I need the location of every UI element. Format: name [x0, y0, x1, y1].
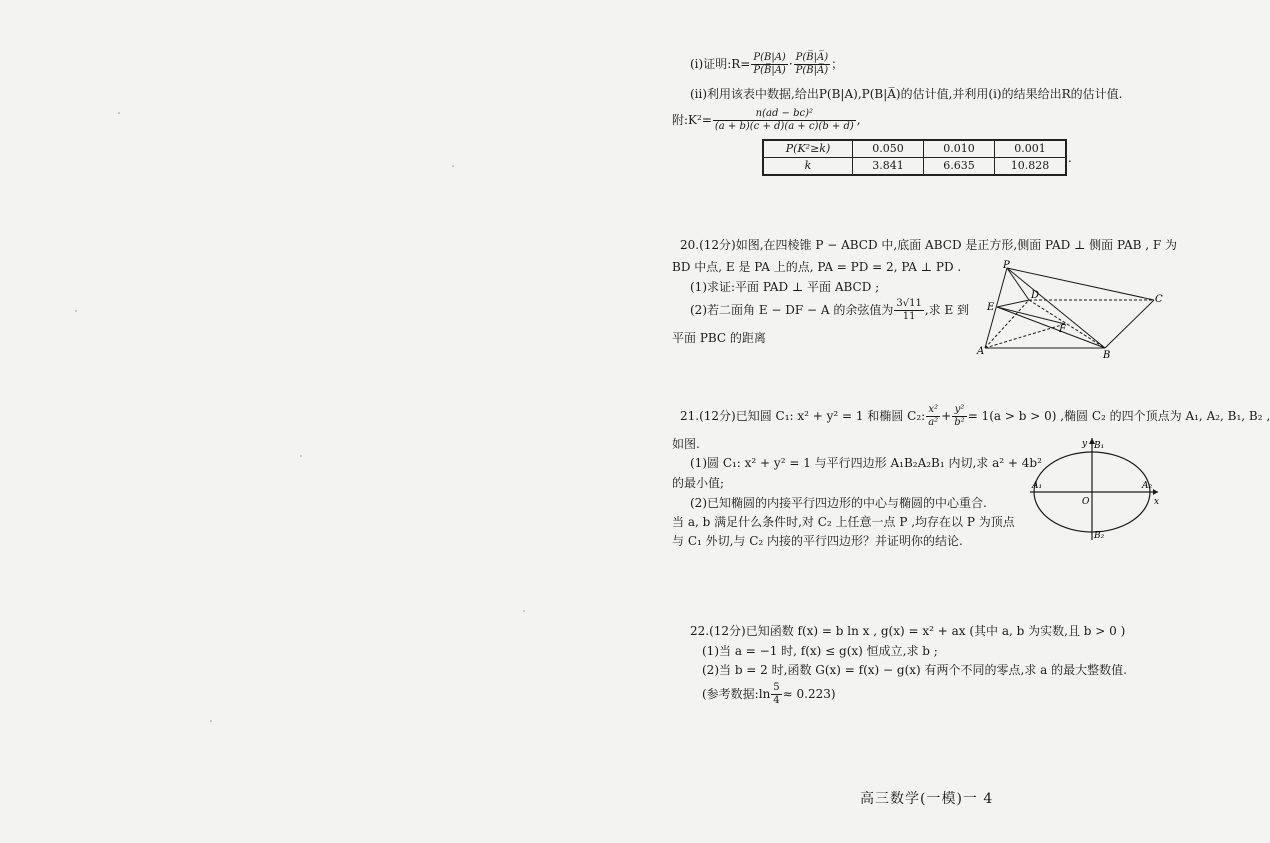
table-header-cell: P(K²≥k)	[763, 140, 853, 158]
fraction: $\frac{5}{4}$	[773, 682, 780, 706]
table-header-cell: k	[763, 158, 853, 176]
label-b: B	[1103, 350, 1111, 361]
pyramid-figure	[977, 262, 1167, 362]
q22-part1: (1)当 a = −1 时, f(x) ≤ g(x) 恒成立,求 b ;	[702, 644, 938, 658]
label-a2: A₂	[1142, 481, 1153, 491]
q20-part2: (2)若二面角 E − DF − A 的余弦值为 $\frac{3√11}{11}$ ,求 E 到	[690, 298, 970, 322]
fraction: $\frac{\text{y²}}{\text{b²}}$	[954, 404, 965, 428]
q20-line1: 20.(12分)如图,在四棱锥 P − ABCD 中,底面 ABCD 是正方形,侧面 PAD ⊥ 侧面 PAB , F 为	[680, 238, 1178, 252]
q22-part2: (2)当 b = 2 时,函数 G(x) = f(x) − g(x) 有两个不同的零点,求 a 的最大整数值.	[702, 663, 1127, 677]
fraction: $\frac{P(B|A)}{P(B̅|A)}$	[753, 52, 786, 76]
table-cell: 6.635	[924, 158, 995, 176]
label-f: F	[1059, 324, 1066, 335]
label-y: y	[1082, 439, 1088, 449]
page-footer: 高三数学(一模)一 4	[860, 791, 994, 807]
label-d: D	[1031, 290, 1040, 301]
q21-part1-line2: 的最小值;	[672, 476, 725, 490]
critical-value-table	[762, 139, 1067, 176]
cosine-value: $\frac{3√11}{11}$	[896, 298, 922, 322]
table-cell: 0.050	[853, 140, 924, 158]
table-cell: 3.841	[853, 158, 924, 176]
table-cell: 0.010	[924, 140, 995, 158]
label-a: A	[977, 346, 985, 357]
label-b1: B₁	[1094, 441, 1105, 451]
q21-part2-line3: 与 C₁ 外切,与 C₂ 内接的平行四边形？并证明你的结论.	[672, 534, 963, 548]
label-e: E	[987, 302, 995, 313]
q19-part-i: (ⅰ)证明:R= $\frac{P(B|A)}{P(B̅|A)}$ · $\frac{P(B̅|A̅)}{P(B|A̅)}$ ；	[690, 52, 844, 76]
table-row	[763, 158, 1066, 176]
label-a1: A₁	[1032, 481, 1043, 491]
q21-line2: 如图.	[672, 437, 700, 451]
label-b2: B₂	[1094, 531, 1105, 541]
q20-part2-line2: 平面 PBC 的距离	[672, 331, 766, 345]
q19-part-ii: (ⅱ)利用该表中数据,给出P(B|A),P(B|A̅)的估计值,并利用(ⅰ)的结果给出R的估计值.	[690, 87, 1123, 101]
q19-appendix: 附:K²= $\frac{\text{n(ad − bc)²}}{(a + b)(c + d)(a + c)(b + d)}$ ,	[672, 108, 861, 132]
q22-line1: 22.(12分)已知函数 f(x) = b ln x , g(x) = x² + ax (其中 a, b 为实数,且 b > 0 )	[690, 624, 1126, 638]
q22-reference: (参考数据:ln $\frac{5}{4}$ ≈ 0.223)	[702, 682, 836, 706]
q20-part1: (1)求证:平面 PAD ⊥ 平面 ABCD ;	[690, 280, 880, 294]
k2-formula: $\frac{\text{n(ad − bc)²}}{(a + b)(c + d)(a + c)(b + d)}$	[714, 108, 854, 132]
right-column	[672, 0, 1270, 843]
label-p: P	[1003, 260, 1010, 271]
table-row	[763, 140, 1066, 158]
label-x: x	[1154, 497, 1160, 507]
table-cell: 0.001	[995, 140, 1067, 158]
q21-part2-line1: (2)已知椭圆的内接平行四边形的中心与椭圆的中心重合.	[690, 496, 987, 510]
q21-part2-line2: 当 a, b 满足什么条件时,对 C₂ 上任意一点 P ,均存在以 P 为顶点	[672, 515, 1015, 529]
ellipse-figure	[1030, 436, 1165, 546]
fraction: $\frac{P(B̅|A̅)}{P(B|A̅)}$	[795, 52, 829, 76]
q19-part-i-label: (ⅰ)证明:R=	[690, 57, 751, 71]
fraction: $\frac{\text{x²}}{\text{a²}}$	[928, 404, 939, 428]
q20-line2: BD 中点, E 是 PA 上的点, PA = PD = 2, PA ⊥ PD .	[672, 260, 962, 274]
q21-line1: 21.(12分)已知圆 C₁: x² + y² = 1 和椭圆 C₂: $\frac{\text{x²}}{\text{a²}}$ + $\frac{\text{y²}}{\text{b²}}$ = 1(a > b > 0) ,椭圆 C₂ 的四个顶点为 A₁, A₂, B₁, B₂ ,	[680, 404, 1270, 428]
label-c: C	[1155, 294, 1163, 305]
table-cell: 10.828	[995, 158, 1067, 176]
q21-part1-line1: (1)圆 C₁: x² + y² = 1 与平行四边形 A₁B₂A₂B₁ 内切,求 a² + 4b²	[690, 456, 1042, 470]
label-o: O	[1082, 497, 1090, 507]
table-period: .	[1068, 151, 1072, 165]
